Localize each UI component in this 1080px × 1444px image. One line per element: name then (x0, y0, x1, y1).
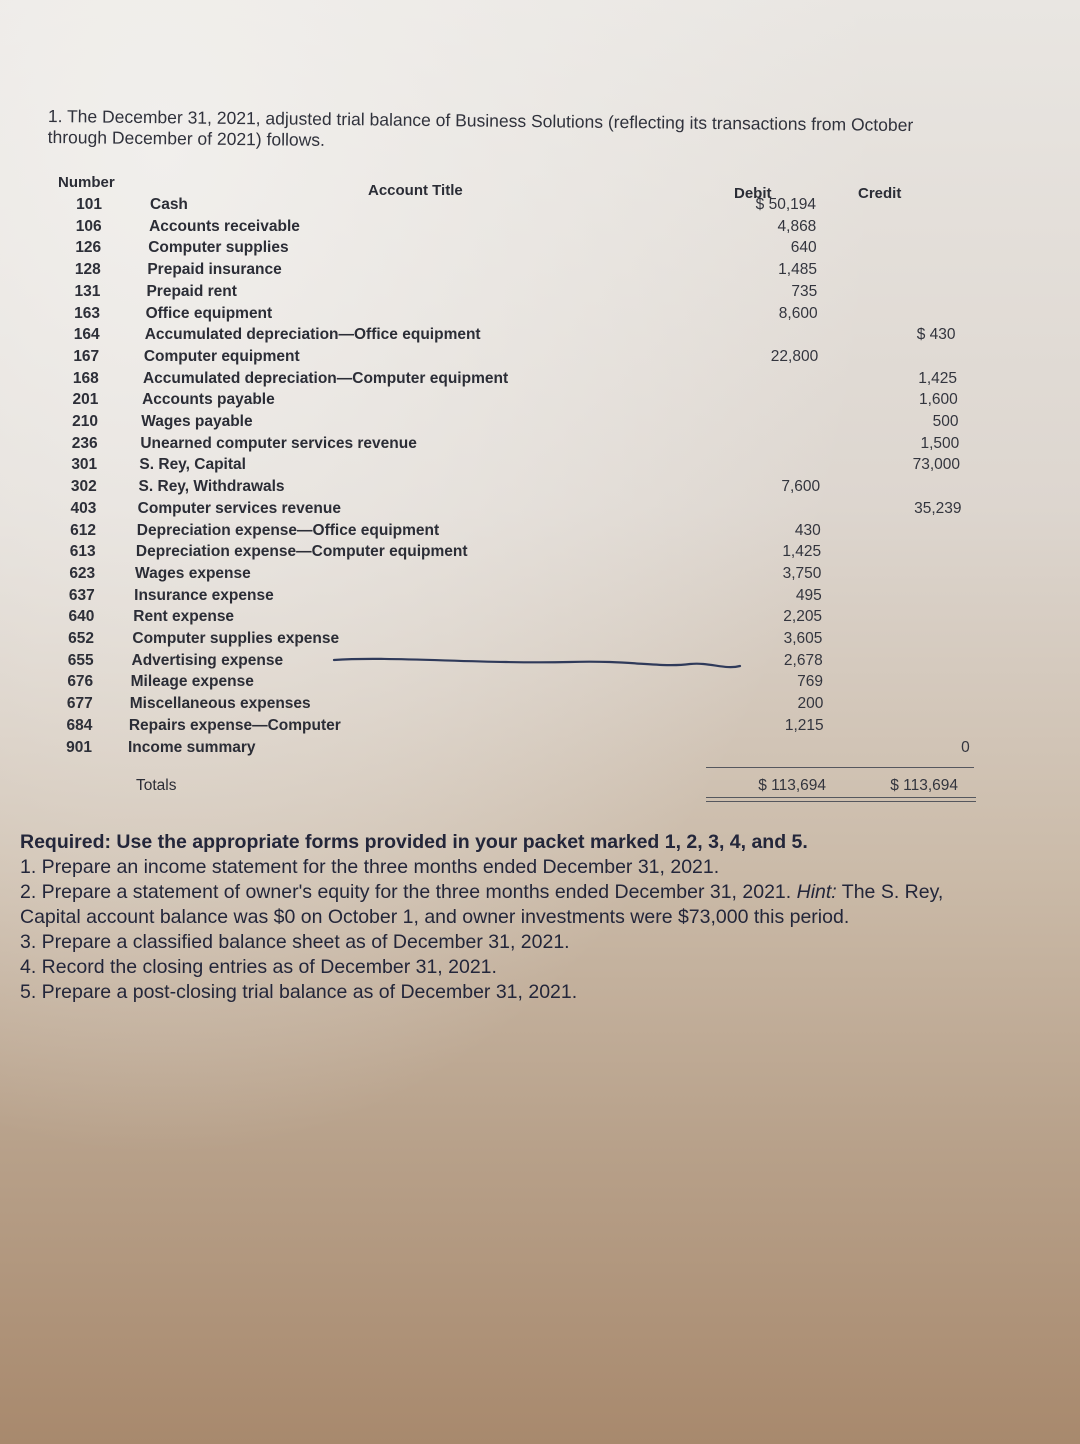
account-title: Computer supplies expense (132, 630, 340, 647)
required-item-2-text: 2. Prepare a statement of owner's equity for the three months ended December 31, 2021. (20, 881, 792, 903)
problem-intro: 1. The December 31, 2021, adjusted trial balance of Business Solutions (reflecting its transactions from October through December of 2021) follows. (47, 106, 914, 150)
account-number: 676 (67, 673, 94, 691)
header-credit: Credit (858, 185, 902, 202)
credit-amount: 1,500 (920, 434, 960, 452)
account-title: Depreciation expense—Office equipment (136, 521, 440, 539)
account-number: 210 (72, 413, 98, 430)
account-title: Accounts receivable (149, 217, 300, 235)
totals-label: Totals (136, 777, 177, 794)
debit-amount: 200 (797, 695, 824, 713)
debit-amount: 1,215 (784, 716, 824, 734)
account-title: Insurance expense (134, 586, 274, 604)
header-debit: Debit (734, 185, 772, 202)
required-lead: Required: Use the appropriate forms provided in your packet marked 1, 2, 3, 4, and 5. (20, 831, 808, 853)
debit-amount: 3,750 (782, 564, 822, 582)
account-title: Wages payable (141, 413, 253, 430)
debit-amount: 495 (795, 586, 822, 604)
account-number: 403 (70, 499, 97, 517)
account-title: Accounts payable (142, 391, 275, 409)
account-title: Depreciation expense—Computer equipment (135, 543, 468, 561)
credit-amount: 1,600 (918, 391, 958, 409)
debit-amount: 8,600 (778, 304, 818, 322)
debit-amount: $ 50,194 (755, 196, 816, 213)
account-title: Accumulated depreciation—Office equipment (144, 326, 481, 344)
totals-row (46, 775, 966, 796)
debit-amount: 1,485 (778, 261, 817, 279)
table-row (56, 194, 956, 215)
account-title: Computer services revenue (137, 499, 341, 517)
account-number: 201 (72, 391, 99, 409)
debit-amount: 4,868 (777, 217, 817, 235)
account-number: 613 (69, 543, 96, 561)
credit-amount: $ 430 (916, 326, 956, 344)
account-number: 637 (68, 586, 95, 604)
account-title: Miscellaneous expenses (129, 695, 311, 713)
table-row (49, 563, 949, 584)
required-item-1: 1. Prepare an income statement for the three months ended December 31, 2021. (20, 856, 720, 878)
table-row (50, 520, 950, 541)
table-row (48, 628, 948, 649)
account-number: 302 (70, 478, 97, 496)
account-title: S. Rey, Capital (139, 456, 246, 474)
account-title: Wages expense (135, 564, 251, 582)
account-number: 301 (71, 456, 98, 474)
account-title: Advertising expense (131, 651, 284, 669)
header-number: Number (58, 174, 115, 191)
table-row (56, 216, 956, 237)
account-title: S. Rey, Withdrawals (138, 478, 285, 496)
account-number: 652 (68, 630, 94, 647)
account-number: 106 (75, 217, 102, 235)
account-number: 164 (73, 326, 100, 344)
account-number: 128 (74, 261, 101, 279)
pen-mark (330, 650, 750, 680)
required-item-2-hint-text: The S. Rey, Capital account balance was $0 on October 1, and owner investments were $73,000 this period. (20, 881, 944, 928)
account-number: 655 (67, 651, 94, 669)
account-number: 901 (66, 738, 92, 756)
debit-amount: 7,600 (781, 478, 821, 496)
totals-double-rule (706, 797, 976, 802)
table-row (49, 585, 949, 606)
header-account-title: Account Title (368, 182, 463, 199)
table-row (54, 281, 954, 302)
account-number: 236 (71, 434, 98, 452)
table-row (50, 498, 962, 519)
credit-amount: 35,239 (914, 499, 962, 517)
account-number: 677 (66, 695, 93, 713)
account-number: 168 (72, 369, 99, 387)
debit-amount: 2,678 (783, 651, 823, 669)
account-title: Unearned computer services revenue (140, 434, 417, 452)
debit-amount: 3,605 (783, 630, 823, 647)
account-title: Prepaid insurance (147, 261, 282, 279)
account-title: Rent expense (133, 608, 235, 626)
totals-single-rule (706, 767, 974, 768)
table-row (55, 237, 955, 258)
debit-amount: 769 (797, 673, 824, 691)
account-number: 684 (66, 716, 93, 734)
table-row (53, 346, 953, 367)
account-number: 623 (69, 564, 96, 582)
account-title: Prepaid rent (146, 282, 237, 300)
required-item-2 (20, 880, 980, 930)
required-item-4: 4. Record the closing entries as of December 31, 2021. (20, 956, 497, 978)
account-number: 101 (76, 196, 102, 213)
table-row (48, 606, 948, 627)
table-row (54, 324, 954, 345)
account-number: 612 (70, 521, 96, 539)
account-number: 167 (73, 347, 100, 365)
debit-amount: 22,800 (770, 347, 819, 365)
required-item-2-hint: Hint: (796, 881, 837, 903)
table-row (54, 303, 954, 324)
table-row (52, 411, 959, 432)
required-item-5: 5. Prepare a post-closing trial balance as of December 31, 2021. (20, 981, 578, 1003)
account-number: 131 (74, 282, 101, 300)
credit-amount: 73,000 (912, 456, 960, 474)
table-row (53, 368, 957, 389)
credit-amount: 0 (961, 738, 970, 756)
totals-credit: $ 113,694 (890, 777, 958, 794)
table-row (51, 454, 960, 475)
account-title: Income summary (128, 738, 256, 756)
table-row (47, 693, 947, 714)
account-title: Office equipment (145, 304, 273, 322)
debit-amount: 430 (794, 521, 821, 539)
credit-amount: 1,425 (918, 369, 957, 387)
table-row (51, 476, 951, 497)
debit-amount: 640 (790, 239, 817, 257)
account-title: Accumulated depreciation—Computer equipment (142, 369, 509, 387)
account-title: Computer equipment (143, 347, 300, 365)
table-row (46, 737, 970, 758)
table-row (55, 259, 955, 280)
account-title: Repairs expense—Computer (128, 716, 341, 734)
debit-amount: 2,205 (783, 608, 823, 626)
table-row (50, 541, 950, 562)
table-row (52, 389, 958, 410)
required-section (20, 830, 980, 1005)
account-number: 163 (74, 304, 100, 322)
credit-amount: 500 (932, 413, 959, 430)
account-title: Computer supplies (148, 239, 289, 257)
debit-amount: 735 (791, 282, 818, 300)
account-title: Mileage expense (130, 673, 254, 691)
table-row (52, 433, 960, 454)
table-row (46, 715, 946, 736)
totals-debit: $ 113,694 (758, 777, 826, 794)
account-number: 126 (75, 239, 102, 257)
required-item-3: 3. Prepare a classified balance sheet as of December 31, 2021. (20, 931, 570, 953)
account-number: 640 (68, 608, 95, 626)
account-title: Cash (150, 196, 188, 213)
debit-amount: 1,425 (782, 543, 822, 561)
